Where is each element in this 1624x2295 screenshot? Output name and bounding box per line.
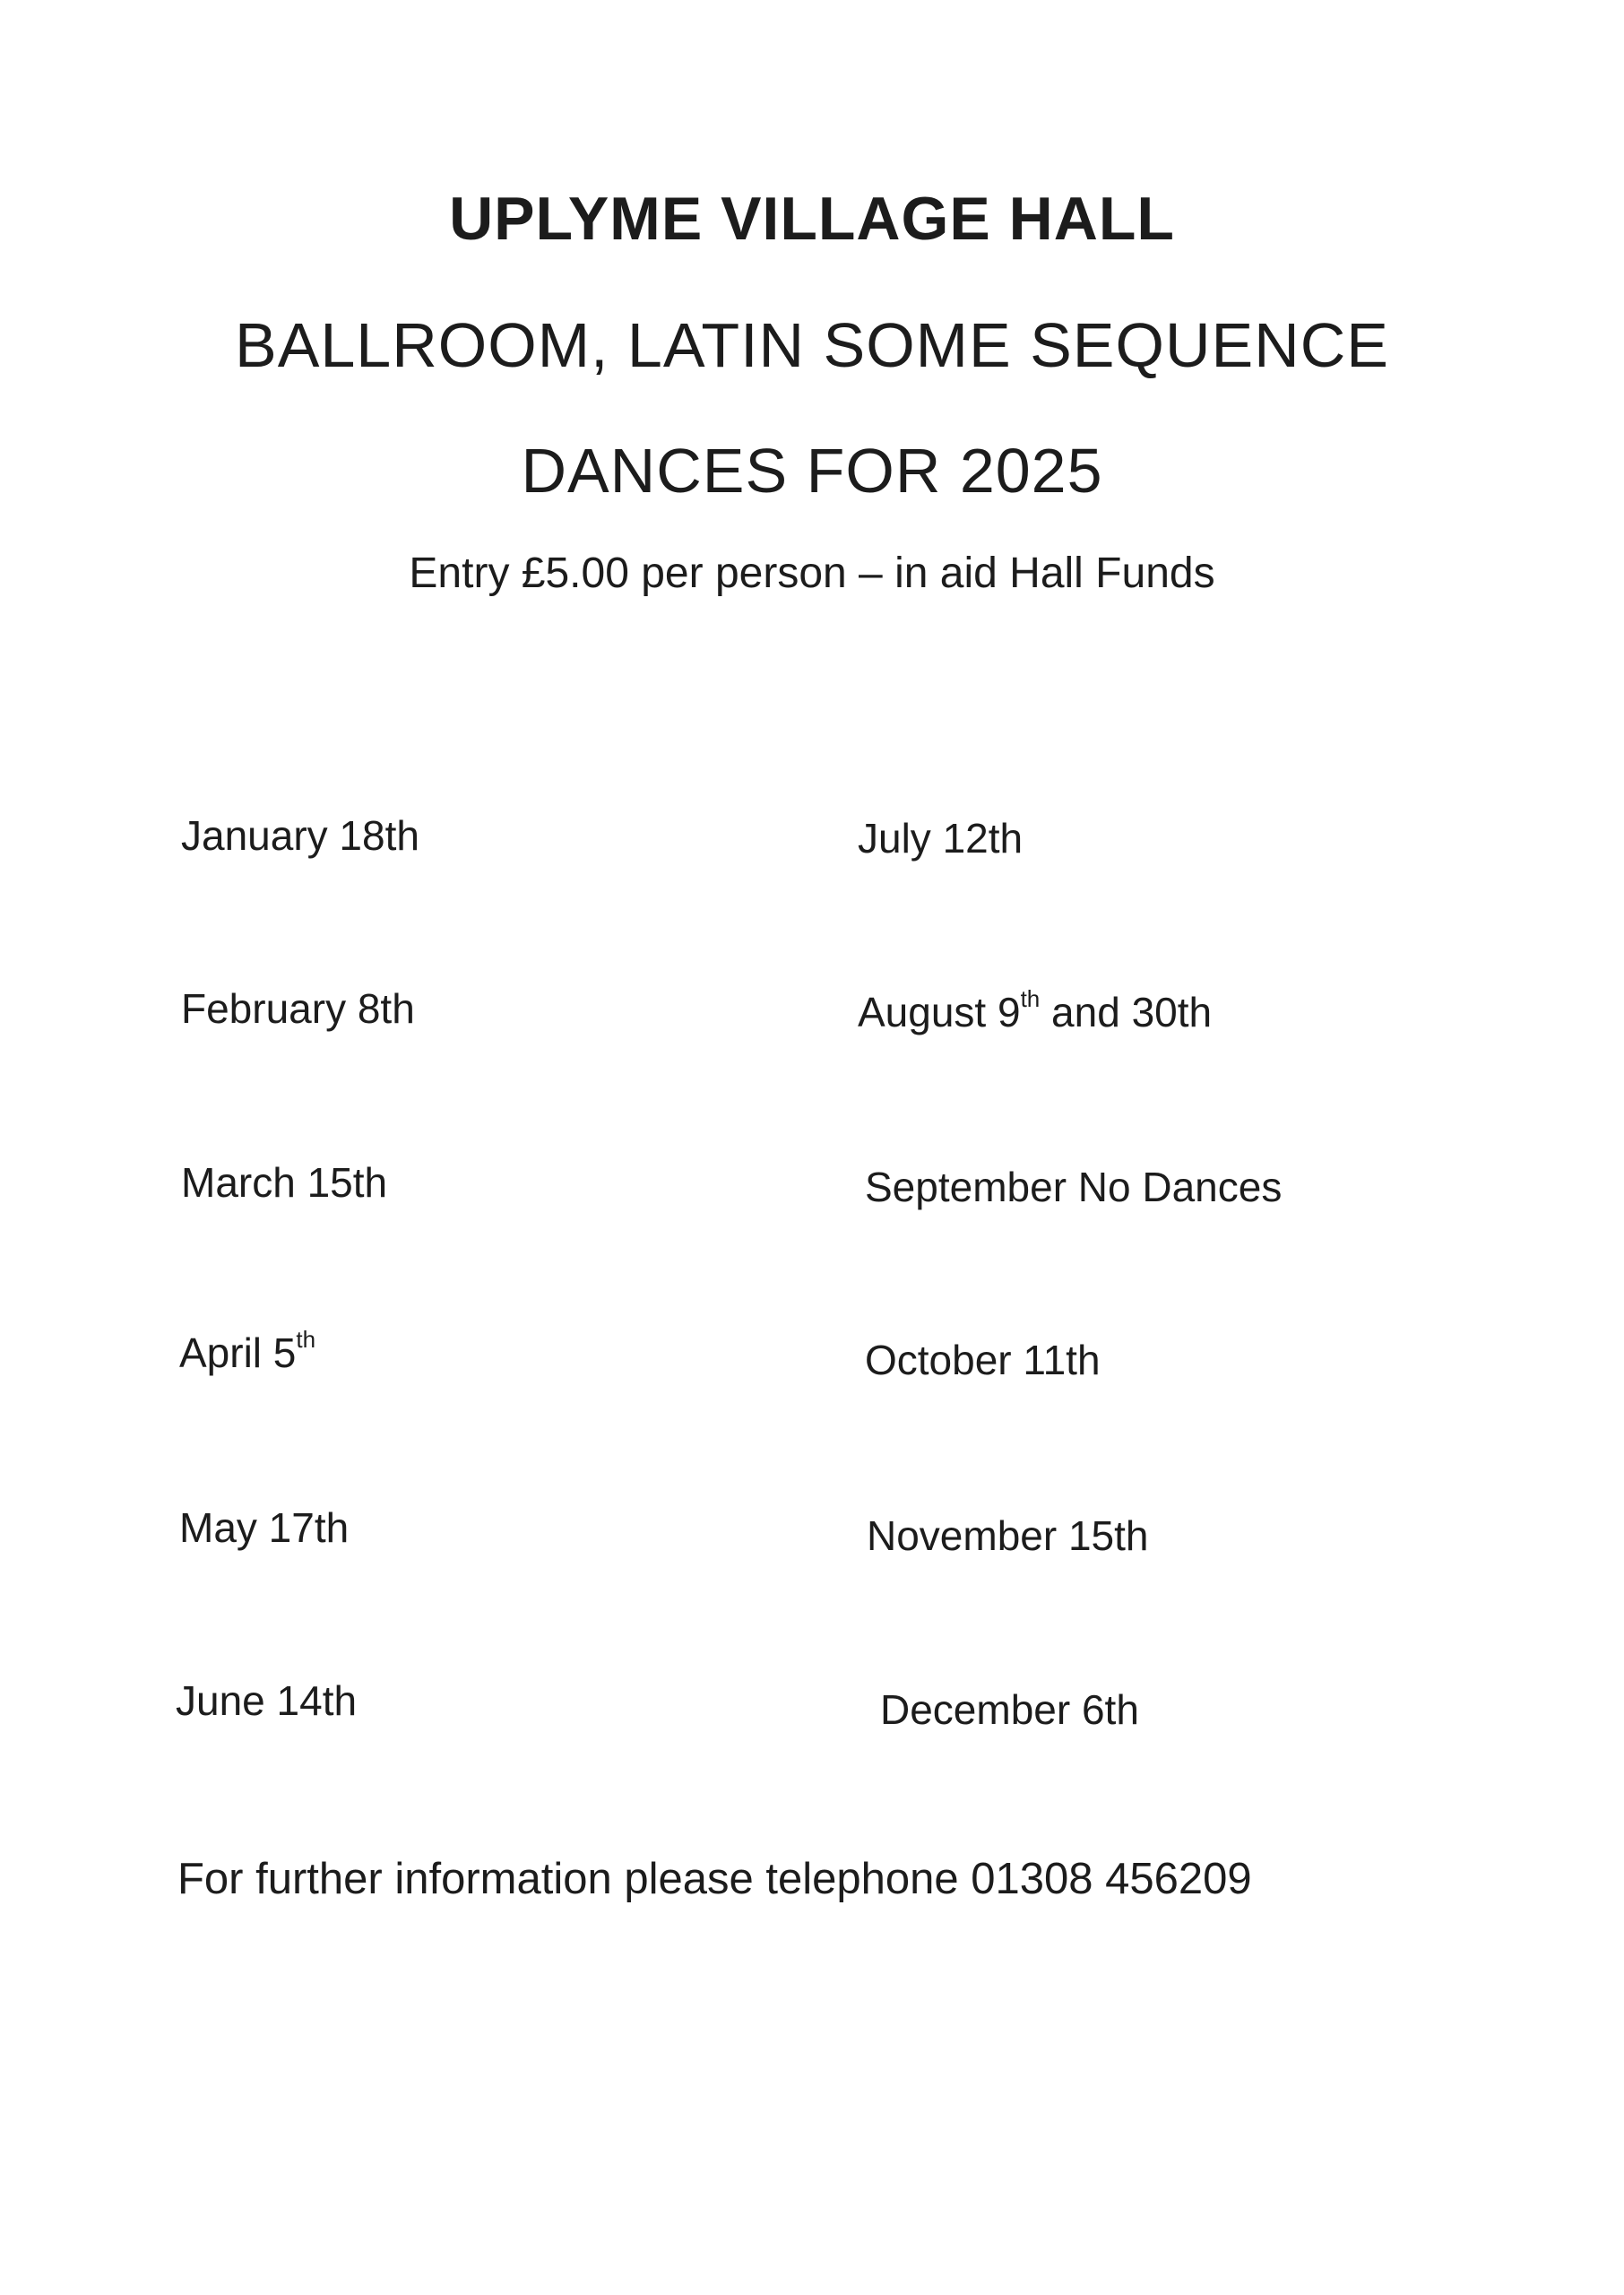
date-february: February 8th [181,985,415,1032]
date-october: October 11th [865,1337,1101,1383]
date-september: September No Dances [865,1164,1283,1210]
date-january: January 18th [181,812,419,859]
date-december: December 6th [880,1686,1139,1733]
page-subtitle-year: DANCES FOR 2025 [521,436,1103,506]
date-november: November 15th [867,1512,1149,1559]
date-march: March 15th [181,1159,388,1206]
entry-price-note: Entry £5.00 per person – in aid Hall Funds [409,550,1215,597]
page-subtitle: BALLROOM, LATIN SOME SEQUENCE [235,310,1389,380]
page-title: UPLYME VILLAGE HALL [449,185,1175,253]
date-july: July 12th [858,815,1024,862]
date-august: August 9th and 30th [858,985,1213,1035]
contact-info: For further information please telephone 01308 456209 [177,1855,1252,1903]
date-may: May 17th [179,1504,350,1551]
date-june: June 14th [176,1677,358,1724]
date-april: April 5th [179,1326,316,1376]
